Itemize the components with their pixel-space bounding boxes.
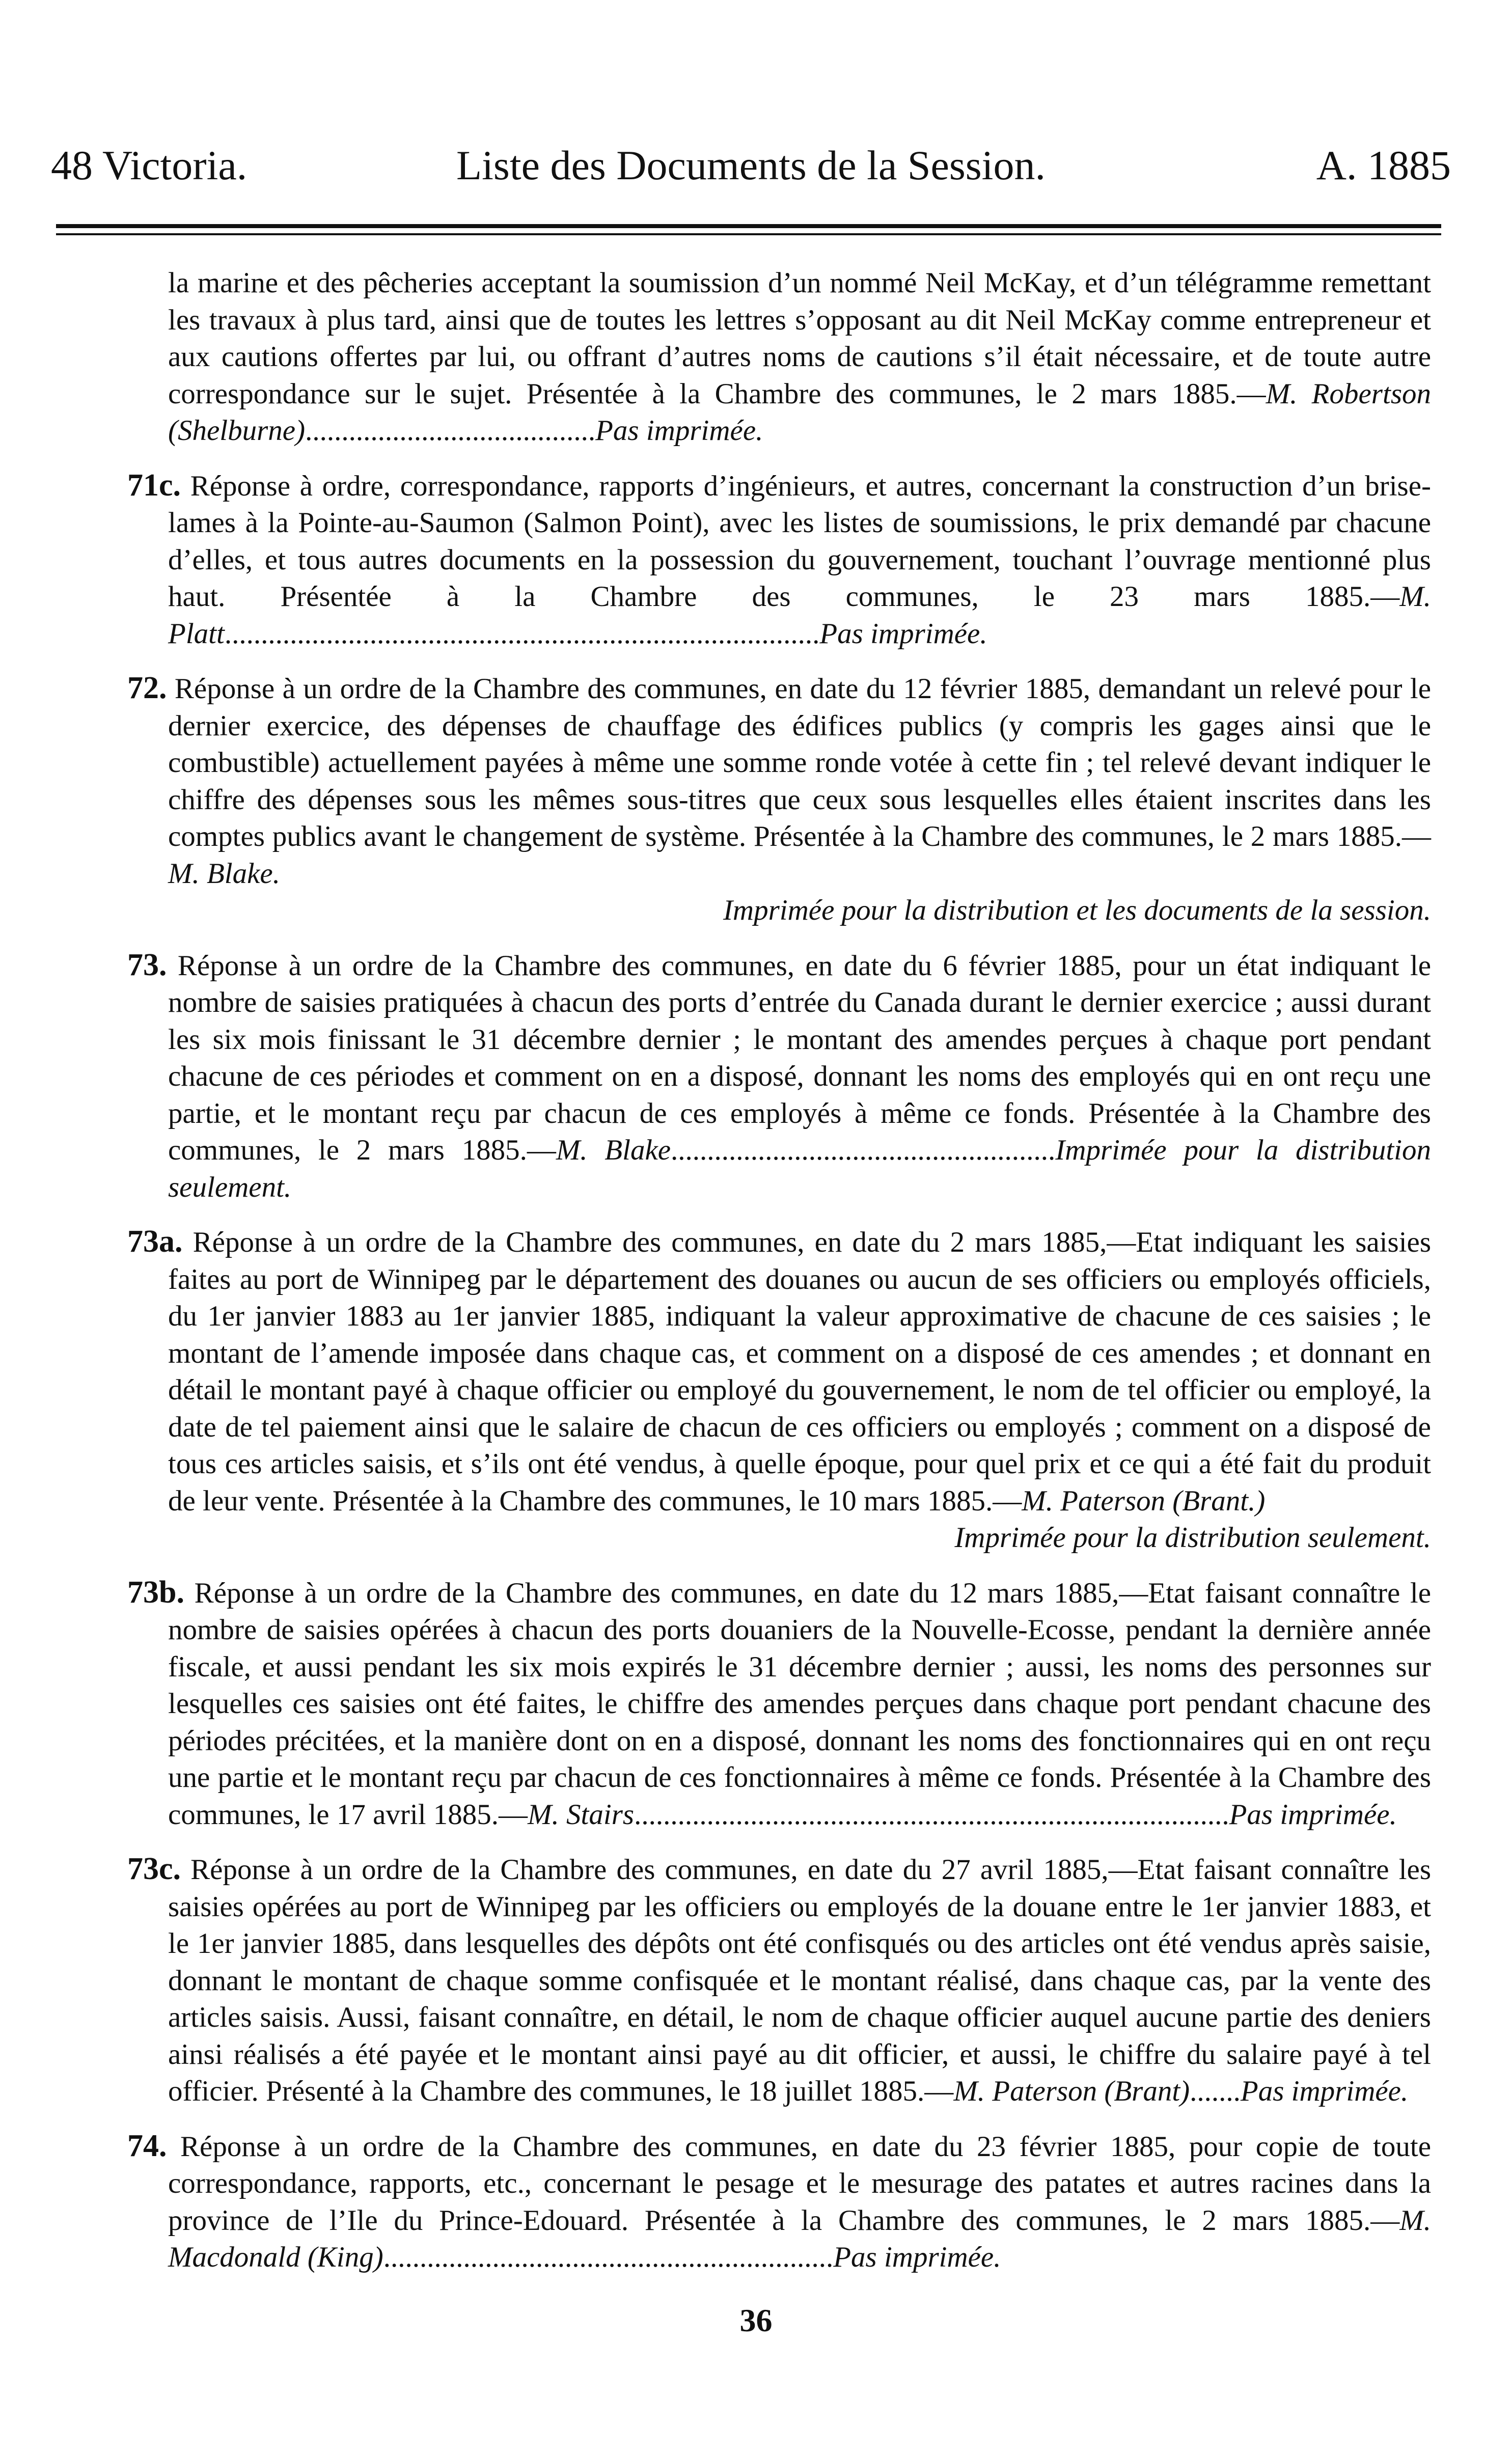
entry-author: M. Platt — [168, 581, 1431, 650]
entry-author: M. Paterson (Brant.) — [1022, 1484, 1266, 1517]
document-list — [127, 265, 1432, 2294]
entry-leader: ........................................ — [305, 415, 596, 447]
entry-number: 72. — [127, 671, 167, 705]
entry-author: M. Macdonald (King) — [168, 2204, 1431, 2273]
entry-text: la marine et des pêcheries acceptant la soumission d’un nommé Neil McKay, et d’un télégramme remettant les travaux à plus tard, ainsi que de toutes les lettres s’opposant au dit Neil McKay comme entrepreneur et aux cautions offertes par lui, ou offrant d’autres noms de cautions s’il était nécessaire, et de toute autre correspondance sur le sujet. Présentée à la Chambre des communes, le 2 mars 1885.— — [168, 267, 1431, 410]
entry-text: Réponse à un ordre de la Chambre des communes, en date du 23 février 1885, pour copie de toute correspondance, rapports, etc., concernant le pesage et le mesurage des patates et autres racines dans la province de l’Ile du Prince-Edouard. Présentée à la Chambre des communes, le 2 mars 1885.— — [168, 2130, 1432, 2237]
document-entry-73a — [127, 1223, 1432, 1557]
document-entry-74 — [127, 2128, 1432, 2276]
entry-author: M. Robertson (Shelburne) — [168, 377, 1431, 447]
entry-leader: ....... — [1190, 2075, 1241, 2107]
entry-publication: Pas imprimée. — [819, 617, 987, 650]
running-header — [51, 137, 1451, 194]
entry-publication: Imprimée pour la distribution seulement. — [954, 1522, 1431, 1554]
entry-author: M. Paterson (Brant) — [953, 2075, 1190, 2107]
entry-author: M. Blake — [556, 1134, 671, 1166]
entry-text: Réponse à un ordre de la Chambre des communes, en date du 27 avril 1885,—Etat faisant connaître les saisies opérées au port de Winnipeg par les officiers ou employés de la douane entre le 1er janvier 1883, et le 1er janvier 1885, dans lesquelles des dépôts ont été confisqués ou des articles ont été vendus après saisie, donnant le montant de chaque somme confisquée et le montant réalisé, dans chaque cas, par la vente des articles saisis. Aussi, faisant connaître, en détail, le nom de chaque officier auquel aucune partie des deniers ainsi réalisés a été payée et le montant ainsi payé au dit officier, et aussi, le chiffre du salaire payé à tel officier. Présenté à la Chambre des communes, le 18 juillet 1885.— — [168, 1854, 1432, 2107]
entry-number: 73. — [127, 947, 167, 982]
document-entry-71c — [127, 467, 1432, 653]
header-volume: 48 Victoria. — [51, 142, 248, 188]
header-rule-thin — [56, 233, 1441, 235]
entry-text: Réponse à un ordre de la Chambre des communes, en date du 6 février 1885, pour un état indiquant le nombre de saisies pratiquées à chacun des ports d’entrée du Canada durant le dernier exercice ; aussi durant les six mois finissant le 31 décembre dernier ; le montant des amendes perçues à chaque port pendant chacune de ces périodes et comment on en a disposé, donnant les noms des employés qui en ont reçu une partie, et le montant reçu par chacun de ces employés à même ce fonds. Présentée à la Chambre des communes, le 2 mars 1885.— — [168, 949, 1431, 1166]
header-year: A. 1885 — [1316, 142, 1451, 188]
entry-number: 74. — [127, 2128, 167, 2163]
entry-author: M. Stairs — [528, 1798, 635, 1831]
entry-publication: Imprimée pour la distribution et les documents de la session. — [723, 894, 1431, 926]
entry-number: 71c. — [127, 467, 181, 503]
entry-leader: .............................................................. — [383, 2241, 834, 2273]
entry-number: 73c. — [127, 1852, 181, 1886]
entry-publication: Pas imprimée. — [1229, 1798, 1397, 1831]
entry-publication: Pas imprimée. — [1240, 2075, 1409, 2107]
entry-publication: Imprimée pour la distribution seulement. — [168, 1134, 1431, 1203]
document-entry-73c — [127, 1851, 1432, 2110]
header-title: Liste des Documents de la Session. — [456, 142, 1046, 188]
entry-number: 73a. — [127, 1224, 183, 1259]
entry-number: 73b. — [127, 1575, 184, 1610]
entry-leader: ..................................................... — [671, 1134, 1056, 1166]
entry-author: M. Blake. — [168, 857, 280, 890]
header-rule-thick — [56, 224, 1441, 228]
page-number: 36 — [739, 2302, 773, 2338]
document-entry-73b — [127, 1574, 1431, 1834]
entry-publication: Pas imprimée. — [595, 415, 763, 447]
entry-publication: Pas imprimée. — [833, 2241, 1001, 2273]
document-entry-71b-continued — [168, 265, 1431, 450]
entry-leader: .................................................................................. — [634, 1798, 1229, 1831]
entry-text: Réponse à un ordre de la Chambre des communes, en date du 12 février 1885, demandant un relevé pour le dernier exercice, des dépenses de chauffage des édifices publics (y compris les gages ainsi que le combustible) actuellement payées à même une somme ronde votée à cette fin ; tel relevé devant indiquer le chiffre des dépenses sous les mêmes sous-titres que ceux sous lesquelles elles étaient inscrites dans les comptes publics avant le changement de système. Présentée à la Chambre des communes, le 2 mars 1885.— — [168, 673, 1431, 852]
entry-text: Réponse à un ordre de la Chambre des communes, en date du 2 mars 1885,—Etat indiquant les saisies faites au port de Winnipeg par le département des douanes ou aucun de ses officiers ou employés officiels, du 1er janvier 1883 au 1er janvier 1885, indiquant la valeur approximative de chacune de ces saisies ; le montant de l’amende imposée dans chaque cas, et comment on a disposé de ces amendes ; et donnant en détail le montant payé à chaque officier ou employé du gouvernement, le nom de tel officier ou employé, la date de tel paiement ainsi que le salaire de chacun de ces officiers ou employés ; comment on a disposé de tous ces articles saisis, et s’ils ont été vendus, à quelle époque, pour quel prix et ce qui a été fait du produit de leur vente. Présentée à la Chambre des communes, le 10 mars 1885.— — [168, 1226, 1432, 1517]
entry-text: Réponse à un ordre de la Chambre des communes, en date du 12 mars 1885,—Etat faisant connaître le nombre de saisies opérées à chacun des ports douaniers de la Nouvelle-Ecosse, pendant la dernière année fiscale, et aussi pendant les six mois expirés le 31 décembre dernier ; aussi, les noms des personnes sur lesquelles ces saisies ont été faites, le chiffre des amendes perçues dans chaque port pendant chacune des périodes précitées, et la manière dont on en a disposé, donnant les noms des fonctionnaires qui en ont reçu une partie et le montant reçu par chacun de ces fonctionnaires à même ce fonds. Présentée à la Chambre des communes, le 17 avril 1885.— — [168, 1577, 1431, 1831]
entry-text: Réponse à ordre, correspondance, rapports d’ingénieurs, et autres, concernant la construction d’un brise-lames à la Pointe-au-Saumon (Salmon Point), avec les listes de soumissions, le prix demandé par chacune d’elles, et tous autres documents en la possession du gouvernement, touchant l’ouvrage mentionné plus haut. Présentée à la Chambre des communes, le 23 mars 1885.— — [168, 470, 1432, 613]
document-entry-72 — [127, 670, 1431, 929]
document-entry-73 — [127, 947, 1431, 1206]
entry-leader: .................................................................................. — [224, 617, 820, 650]
